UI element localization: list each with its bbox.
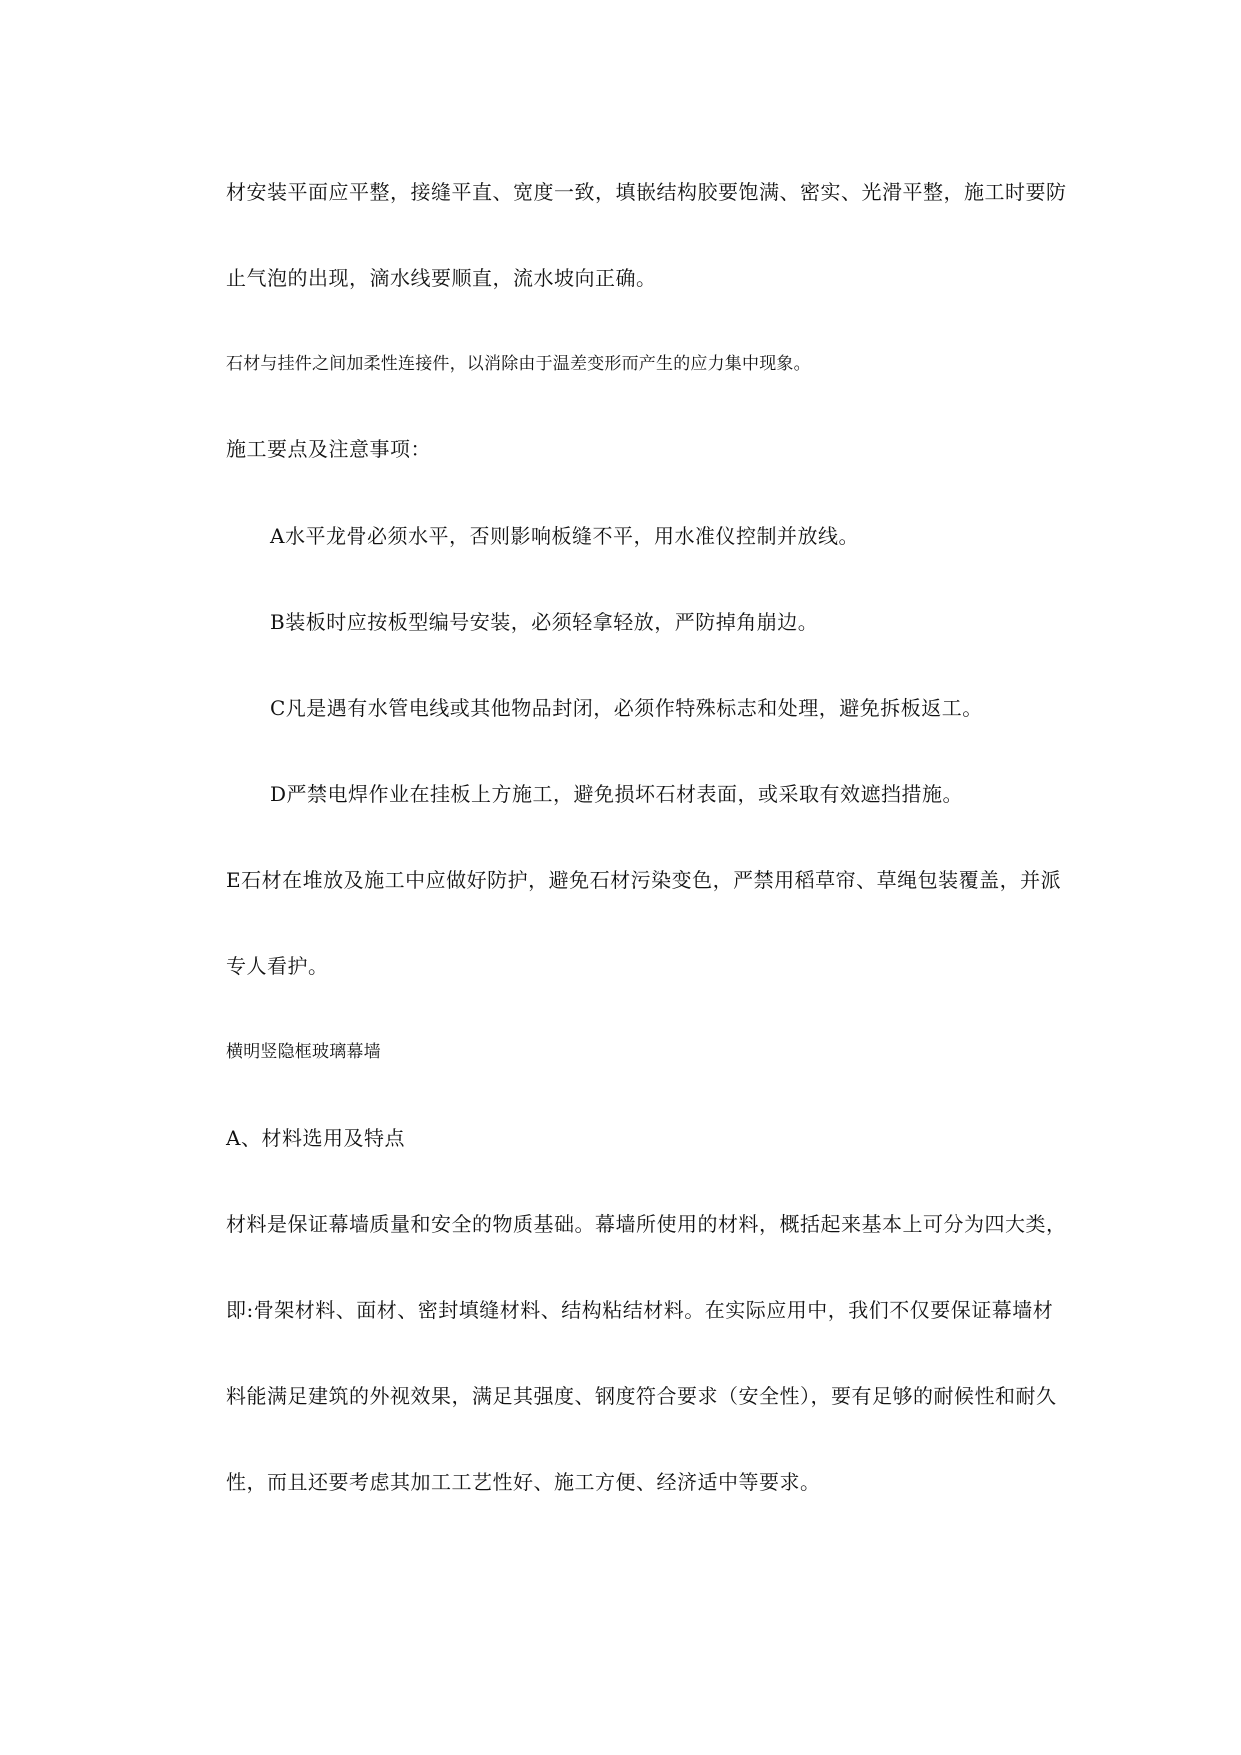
list-item: A水平龙骨必须水平，否则影响板缝不平，用水准仪控制并放线。 [270, 524, 859, 548]
section-heading: 横明竖隐框玻璃幕墙 [226, 1042, 381, 1062]
list-item: B装板时应按板型编号安装，必须轻拿轻放，严防掉角崩边。 [270, 610, 819, 634]
paragraph-line: 石材与挂件之间加柔性连接件，以消除由于温差变形而产生的应力集中现象。 [226, 354, 811, 374]
paragraph-line: 材安装平面应平整，接缝平直、宽度一致，填嵌结构胶要饱满、密实、光滑平整，施工时要防 [226, 180, 1067, 204]
paragraph-line: 止气泡的出现，滴水线要顺直，流水坡向正确。 [226, 266, 657, 290]
list-item: E石材在堆放及施工中应做好防护，避免石材污染变色，严禁用稻草帘、草绳包装覆盖，并派 [226, 868, 1062, 892]
paragraph-line: 材料是保证幕墙质量和安全的物质基础。幕墙所使用的材料，概括起来基本上可分为四大类， [226, 1212, 1067, 1236]
paragraph-line: 专人看护。 [226, 954, 329, 978]
sub-heading: A、材料选用及特点 [226, 1126, 405, 1150]
list-item: C凡是遇有水管电线或其他物品封闭，必须作特殊标志和处理，避免拆板返工。 [270, 696, 983, 720]
list-item: D严禁电焊作业在挂板上方施工，避免损坏石材表面，或采取有效遮挡措施。 [270, 782, 964, 806]
paragraph-line: 性，而且还要考虑其加工工艺性好、施工方便、经济适中等要求。 [226, 1470, 821, 1494]
paragraph-line: 料能满足建筑的外视效果，满足其强度、钢度符合要求（安全性），要有足够的耐候性和耐久 [226, 1384, 1057, 1408]
paragraph-line: 即:骨架材料、面材、密封填缝材料、结构粘结材料。在实际应用中，我们不仅要保证幕墙材 [226, 1298, 1054, 1322]
section-heading: 施工要点及注意事项： [226, 437, 431, 461]
